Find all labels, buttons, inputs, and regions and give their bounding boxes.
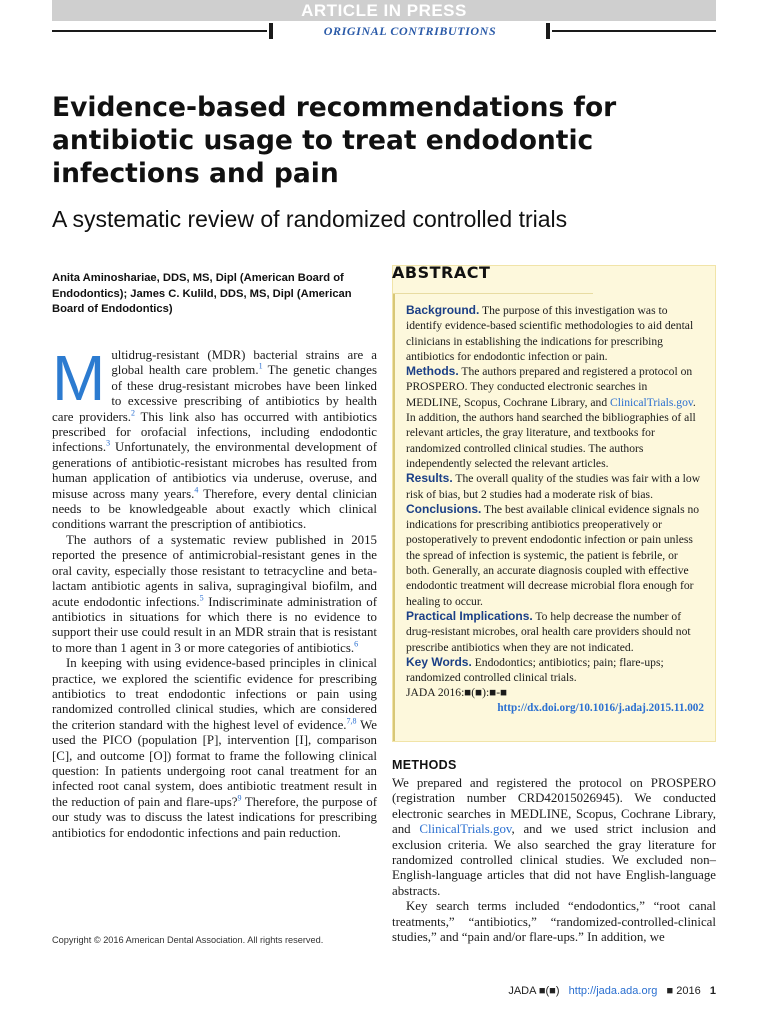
footer-journal: JADA ■(■) [508,985,560,997]
intro-paragraph-2 [52,533,377,656]
intro-paragraph-1 [52,342,378,533]
abstract-methods [406,364,704,471]
header-rule-cap-left [269,23,273,39]
article-subtitle: A systematic review of randomized controlled trials [52,206,568,232]
abstract-text: . In addition, the authors hand searched the bibliographies of all relevant articles, the gray literature, and textbooks for randomized controlled clinical studies. The authors independently selected the relevant articles. [406,395,696,470]
abstract-text: Endodontics; antibiotics; pain; flare-ups; randomized controlled clinical trials. [406,655,664,685]
page-number: 1 [709,985,716,997]
abstract-label: Conclusions. [406,501,482,516]
methods-text: , and we used strict inclusion and exclusion criteria. We also searched the gray literature for randomized controlled clinical studies. We excluded non–English-language articles that did not have English-language abstracts. [392,822,716,898]
intro-text: The authors of a systematic review published in 2015 reported the presence of antimicrobial-resistant genes in the oral cavity, especially those resistant to tetracycline and beta-lactam antibiotic agents in saliva, supragingival biofilm, and acute endodontic infections. [52,532,377,609]
reference-link[interactable]: 9 [237,793,242,803]
abstract-text: The overall quality of the studies was fair with a low risk of bias, but 2 studies had a moderate risk of bias. [406,472,701,501]
abstract-body [406,303,704,716]
abstract-text: The best available clinical evidence signals no indications for prescribing antibiotics preoperatively or postoperatively to prevent endodontic infection or pain unless the spread of infection is systemic, the patient is febrile, or both. Generally, an accurate diagnosis coupled with effective endodontic treatment will decrease microbial flora enough for healing to occur. [406,502,700,608]
abstract-keywords [406,655,704,686]
abstract-conclusions [406,502,704,609]
intro-text: In keeping with using evidence-based principles in clinical practice, we explored the scientific evidence for prescribing antibiotics to treat endodontic infections or pain using randomized controlled clinical studies, which are considered the criterion standard with the highest level of evidence. [52,656,377,732]
article-in-press-banner: ARTICLE IN PRESS [52,0,716,21]
section-label: ORIGINAL CONTRIBUTIONS [323,24,497,38]
intro-column [52,342,378,841]
abstract-label: Practical Implications. [406,608,533,623]
abstract-heading: ABSTRACT [392,263,491,282]
intro-text: Therefore, the purpose of our study was to discuss the latest indications for prescribing antibiotics for endodontic infections and pain reduction. [52,794,377,840]
abstract-text: The authors prepared and registered a protocol on PROSPERO. They conducted electronic searches in MEDLINE, Scopus, Cochrane Library, and [406,365,693,409]
header-rule-cap-right [546,23,550,39]
reference-link[interactable]: 4 [194,485,199,495]
reference-link[interactable]: 5 [199,593,204,603]
drop-cap: M [52,342,106,414]
abstract-rule-left [393,294,395,741]
abstract-label: Key Words. [406,654,472,669]
header-rule-right [552,30,716,32]
clinicaltrials-link[interactable]: ClinicalTrials.gov [419,822,512,837]
copyright-notice: Copyright © 2016 American Dental Association. All rights reserved. [52,935,324,945]
footer-issue: ■ 2016 [666,985,701,997]
authors-text: Anita Aminoshariae, DDS, MS, Dipl (American Board of Endodontics); James C. Kulild, DDS, MS, Dipl (American Board of Endodontics) [52,272,352,316]
intro-text: Indiscriminate administration of antibiotics in situations for which there is no evidence to support their use could result in an MDR strain that is resistant to more than 1 agent in 3 or more categories of antibiotics. [52,594,377,655]
abstract-rule-top [393,293,593,294]
abstract-text: To help decrease the number of drug-resistant microbes, oral health care providers should not prescribe antibiotics when they are not indicated. [406,609,691,654]
intro-text: This link also has occurred with antibiotics prescribed for orofacial infections, including endodontic infections. [52,409,378,455]
methods-heading: METHODS [392,758,457,772]
reference-link[interactable]: 6 [354,639,359,649]
clinicaltrials-link[interactable]: ClinicalTrials.gov [610,395,693,409]
abstract-text: The purpose of this investigation was to identify evidence-based scientific methodologies to aid dental clinicians in establishing the indications for prescribing antibiotics for endodontic infection or pain. [406,304,694,363]
section-header [52,22,716,40]
abstract-results [406,471,704,502]
methods-column [392,776,716,945]
reference-link[interactable]: 7,8 [346,716,357,726]
intro-text: We used the PICO (population [P], intervention [I], comparison [C], and outcome [O]) format to frame the following clinical question: In patients undergoing root canal treatment for an infected root canal system, does antibiotic treatment result in the reduction of pain and flare-ups? [52,717,377,809]
abstract-background [406,303,704,364]
header-rule-left [52,30,267,32]
doi-link[interactable]: http://dx.doi.org/10.1016/j.adaj.2015.11.002 [497,701,704,714]
abstract-label: Background. [406,303,480,317]
journal-url-link[interactable]: http://jada.ada.org [568,985,658,997]
page-footer [440,985,716,997]
abstract-practical [406,609,704,655]
intro-text: ultidrug-resistant (MDR) bacterial strains are a global health care problem. [111,348,377,378]
methods-paragraph-1 [392,776,716,899]
abstract-citation: JADA 2016:■(■):■-■ [406,686,508,700]
intro-text: Unfortunately, the environmental development of generations of antibiotic-resistant microbes has resulted from human application of antibiotics via underuse, overuse, and misuse across many years. [52,440,377,501]
abstract-label: Results. [406,471,453,486]
intro-text: The genetic changes of these drug-resistant microbes have been linked to excessive prescribing of antibiotics by health care providers. [52,363,377,424]
article-title: Evidence-based recommendations for antibiotic usage to treat endodontic infections and pain [52,92,617,189]
author-list [52,271,382,318]
methods-text: We prepared and registered the protocol on PROSPERO (registration number CRD42015026945). We conducted electronic searches in MEDLINE, Scopus, Cochrane Library, and [392,776,716,837]
reference-link[interactable]: 2 [131,408,136,418]
reference-link[interactable]: 3 [106,439,111,449]
abstract-label: Methods. [406,364,459,379]
reference-link[interactable]: 1 [258,362,263,372]
intro-text: Therefore, every dental clinician needs to be knowledgeable about exactly which clinical conditions warrant the prescription of antibiotics. [52,486,377,532]
methods-paragraph-2: Key search terms included “endodontics,” “root canal treatments,” “antibiotics,” “randomized-controlled-clinical studies,” and “pain and/or flare-ups.” In addition, we [392,899,716,945]
intro-paragraph-3 [52,656,377,841]
